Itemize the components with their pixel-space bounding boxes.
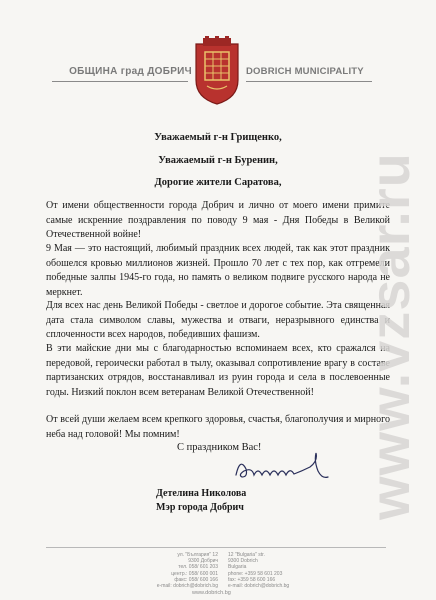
footer-en-line: 12 "Bulgaria" str. <box>228 552 265 558</box>
paragraph-1: От имени общественности города Добрич и лично от моего имени примите самые искренние поздравления по поводу 9 мая - Дня Победы в Великой Отечественной войне! <box>46 200 390 241</box>
footer-en-line: fax: +359 58 600 166 <box>228 576 276 583</box>
signer-title: Мэр города Добрич <box>156 502 244 513</box>
paragraph-4: В эти майские дни мы с благодарностью вспоминаем всех, кто сражался на передовой, героически работал в тылу, оказывал сопротивление врагу в составе партизанских отрядов, восстанавливал из руин города и села в послевоенные годы. Низкий поклон всем ветеранам Великой Отечественной! <box>46 343 390 398</box>
salutation-3: Дорогие жители Саратова, <box>154 177 282 188</box>
header-municipality-bg: ОБЩИНА град ДОБРИЧ <box>69 66 192 77</box>
paragraph-3: Для всех нас день Великой Победы - светлое и дорогое событие. Эта священная дата стала символом славы, мужества и отваги, неразрывного единства и сплоченности всех народов, победивших фашизм. <box>46 300 390 341</box>
footer-bg-line: 9300 Добрич <box>188 558 218 565</box>
footer-en-line: e-mail: dobrich@dobrich.bg <box>228 583 290 590</box>
footer-en-line: phone: +359 58 601 203 <box>228 570 283 577</box>
footer-website: www.dobrich.bg <box>192 590 231 596</box>
closing-line: С праздником Вас! <box>177 442 262 453</box>
paragraph-2: 9 Мая — это настоящий, любимый праздник всех людей, так как этот праздник обошелся кровью миллионов жизней. Прошло 70 лет с тех пор, как отгремели победные залпы 1945-го года, но память о великом подвиге русского народа не меркнет. <box>46 243 390 298</box>
footer-address-en <box>228 552 308 589</box>
handwritten-signature <box>232 447 332 487</box>
salutation-1: Уважаемый г-н Грищенко, <box>154 132 282 143</box>
header-rule-left <box>52 81 188 82</box>
dobrich-coat-of-arms-icon <box>193 36 241 106</box>
site-watermark: www.vzsar.ru <box>358 152 421 520</box>
header-municipality-en: DOBRICH MUNICIPALITY <box>246 66 364 77</box>
footer-bg-line: ул. "България" 12 <box>177 552 218 558</box>
footer-bg-line: факс: 058/ 600 166 <box>174 576 218 583</box>
footer-bg-line: центр.: 058/ 600 001 <box>171 570 218 577</box>
signer-block <box>156 487 246 515</box>
footer-bg-line: e-mail: dobrich@dobrich.bg <box>156 583 218 590</box>
footer-en-line: Bulgaria <box>228 564 247 571</box>
paragraph-5: От всей души желаем всем крепкого здоровья, счастья, благополучия и мирного неба над головой! Мы помним! <box>46 414 390 440</box>
footer-en-line: 9300 Dobrich <box>228 558 258 565</box>
footer-rule <box>46 547 386 548</box>
header-rule-right <box>246 81 372 82</box>
signer-name: Детелина Николова <box>156 488 247 499</box>
salutation-2: Уважаемый г-н Буренин, <box>158 155 278 166</box>
footer-address-bg <box>148 552 218 589</box>
footer-bg-line: тел. 058/ 601 203 <box>178 564 218 571</box>
